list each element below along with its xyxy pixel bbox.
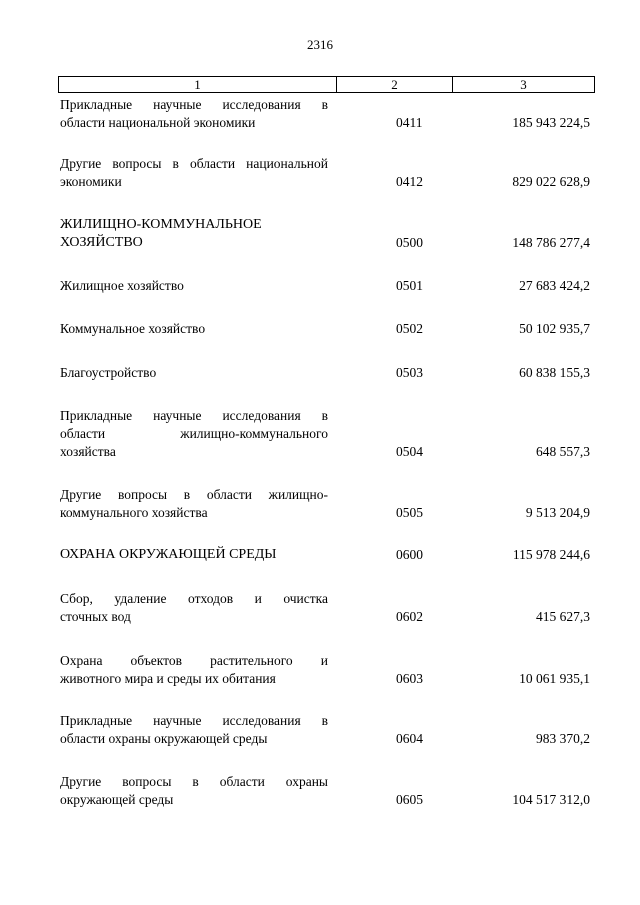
row-amount: 104 517 312,0 [512,792,590,807]
row-code: 0501 [396,278,423,293]
row-name-line: Другие вопросы в области национальной [60,156,328,171]
row-name [60,407,328,461]
row-name-line: животного мира и среды их обитания [60,671,276,686]
row-name [60,320,328,338]
row-code: 0412 [396,174,423,189]
table-header [58,76,595,93]
row-amount: 148 786 277,4 [512,235,590,250]
row-name-line: Прикладные научные исследования в [60,713,328,728]
row-name-line: области национальной экономики [60,115,256,130]
row-name-line: Сбор, удаление отходов и очистка [60,591,328,606]
row-code: 0504 [396,444,423,459]
row-amount: 415 627,3 [536,609,590,624]
row-amount: 9 513 204,9 [525,505,590,520]
header-col-1: 1 [59,77,337,93]
row-code: 0411 [396,115,423,130]
row-name [60,712,328,748]
row-name-line: Коммунальное хозяйство [60,321,206,336]
row-code: 0500 [396,235,423,250]
row-name [60,546,350,564]
row-name-line: Прикладные научные исследования в [60,408,328,423]
row-amount: 648 557,3 [536,444,590,459]
row-name [60,773,328,809]
row-name-line: Жилищное хозяйство [60,278,184,293]
header-col-3: 3 [453,77,595,93]
row-name [60,96,328,132]
row-name-line: ЖИЛИЩНО-КОММУНАЛЬНОЕ [60,217,262,232]
row-name [60,277,328,295]
page-number: 2316 [307,37,333,52]
row-name-line: Другие вопросы в области жилищно- [60,487,328,502]
row-code: 0603 [396,671,423,686]
row-name-line: экономики [60,174,122,189]
row-name-line: Охрана объектов растительного и [60,653,328,668]
row-amount: 60 838 155,3 [519,365,590,380]
row-amount: 50 102 935,7 [519,321,590,336]
row-amount: 27 683 424,2 [519,278,590,293]
row-name-line: ОХРАНА ОКРУЖАЮЩЕЙ СРЕДЫ [60,547,277,562]
row-name [60,652,328,688]
row-name-line: окружающей среды [60,792,174,807]
row-amount: 10 061 935,1 [519,671,590,686]
row-name-line: Благоустройство [60,365,157,380]
row-name [60,216,328,252]
row-name [60,486,328,522]
row-code: 0505 [396,505,423,520]
row-amount: 185 943 224,5 [512,115,590,130]
row-name-line: Другие вопросы в области охраны [60,774,328,789]
row-name-line: ХОЗЯЙСТВО [60,235,143,250]
row-name [60,364,328,382]
header-col-2: 2 [337,77,453,93]
row-amount: 115 978 244,6 [512,547,590,562]
row-name-line: Прикладные научные исследования в [60,97,328,112]
row-name [60,155,328,191]
row-code: 0605 [396,792,423,807]
row-name-line: хозяйства [60,444,116,459]
row-code: 0502 [396,321,423,336]
row-amount: 829 022 628,9 [512,174,590,189]
row-code: 0604 [396,731,423,746]
row-code: 0503 [396,365,423,380]
row-name-line: коммунального хозяйства [60,505,208,520]
row-name-line: области охраны окружающей среды [60,731,268,746]
row-code: 0602 [396,609,423,624]
row-amount: 983 370,2 [536,731,590,746]
row-name [60,590,328,626]
row-name-line: области жилищно-коммунального [60,426,328,441]
row-code: 0600 [396,547,423,562]
row-name-line: сточных вод [60,609,131,624]
